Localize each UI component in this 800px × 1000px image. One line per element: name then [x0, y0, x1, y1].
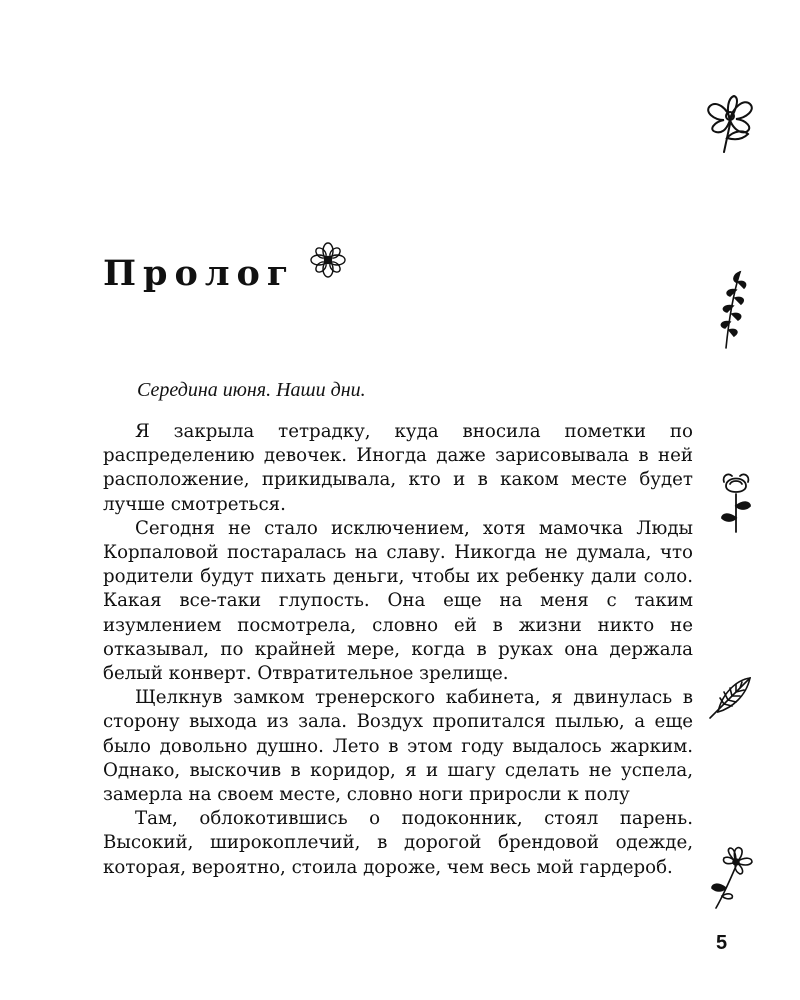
paragraph: Там, облокотившись о подоконник, стоял парень. Высокий, широкоплечий, в дорогой брендовой одежде, которая, вероятно, стоила дороже, чем весь мой гардероб. [103, 808, 693, 878]
paragraph: Сегодня не стало исключением, хотя мамочка Люды Корпаловой постаралась на славу. Никогда не думала, что родители будут пихать деньги, чтобы их ребенку дали соло. Какая все-таки глупость. Она еще на меня с таким изумлением посмотрела, словно ей в жизни никто не отказывал, по крайней мере, когда в руках она держала белый конверт. Отвратительное зрелище. [103, 517, 693, 685]
page-number: 5 [716, 932, 728, 954]
rose-icon [716, 470, 756, 536]
branch-icon [706, 268, 752, 350]
chapter-title: Пролог [103, 253, 296, 294]
leaf-icon [706, 672, 756, 722]
chapter-subtitle: Середина июня. Наши дни. [137, 379, 366, 401]
paragraph: Щелкнув замком тренерского кабинета, я двинулась в сторону выхода из зала. Воздух пропитался пылью, а еще было довольно душно. Лето в этом году выдалось жарким. Однако, выскочив в коридор, я и шагу сделать не успела, замерла на своем месте, словно ноги приросли к полу [103, 687, 693, 806]
daisy-icon [706, 842, 758, 912]
small-flower-icon [309, 241, 347, 279]
flower-icon [702, 86, 758, 156]
paragraph: Я закрыла тетрадку, куда вносила пометки по распределению девочек. Иногда даже зарисовывала в ней расположение, прикидывала, кто и в каком месте будет лучше смотреться. [103, 421, 693, 515]
body-text [103, 420, 693, 880]
